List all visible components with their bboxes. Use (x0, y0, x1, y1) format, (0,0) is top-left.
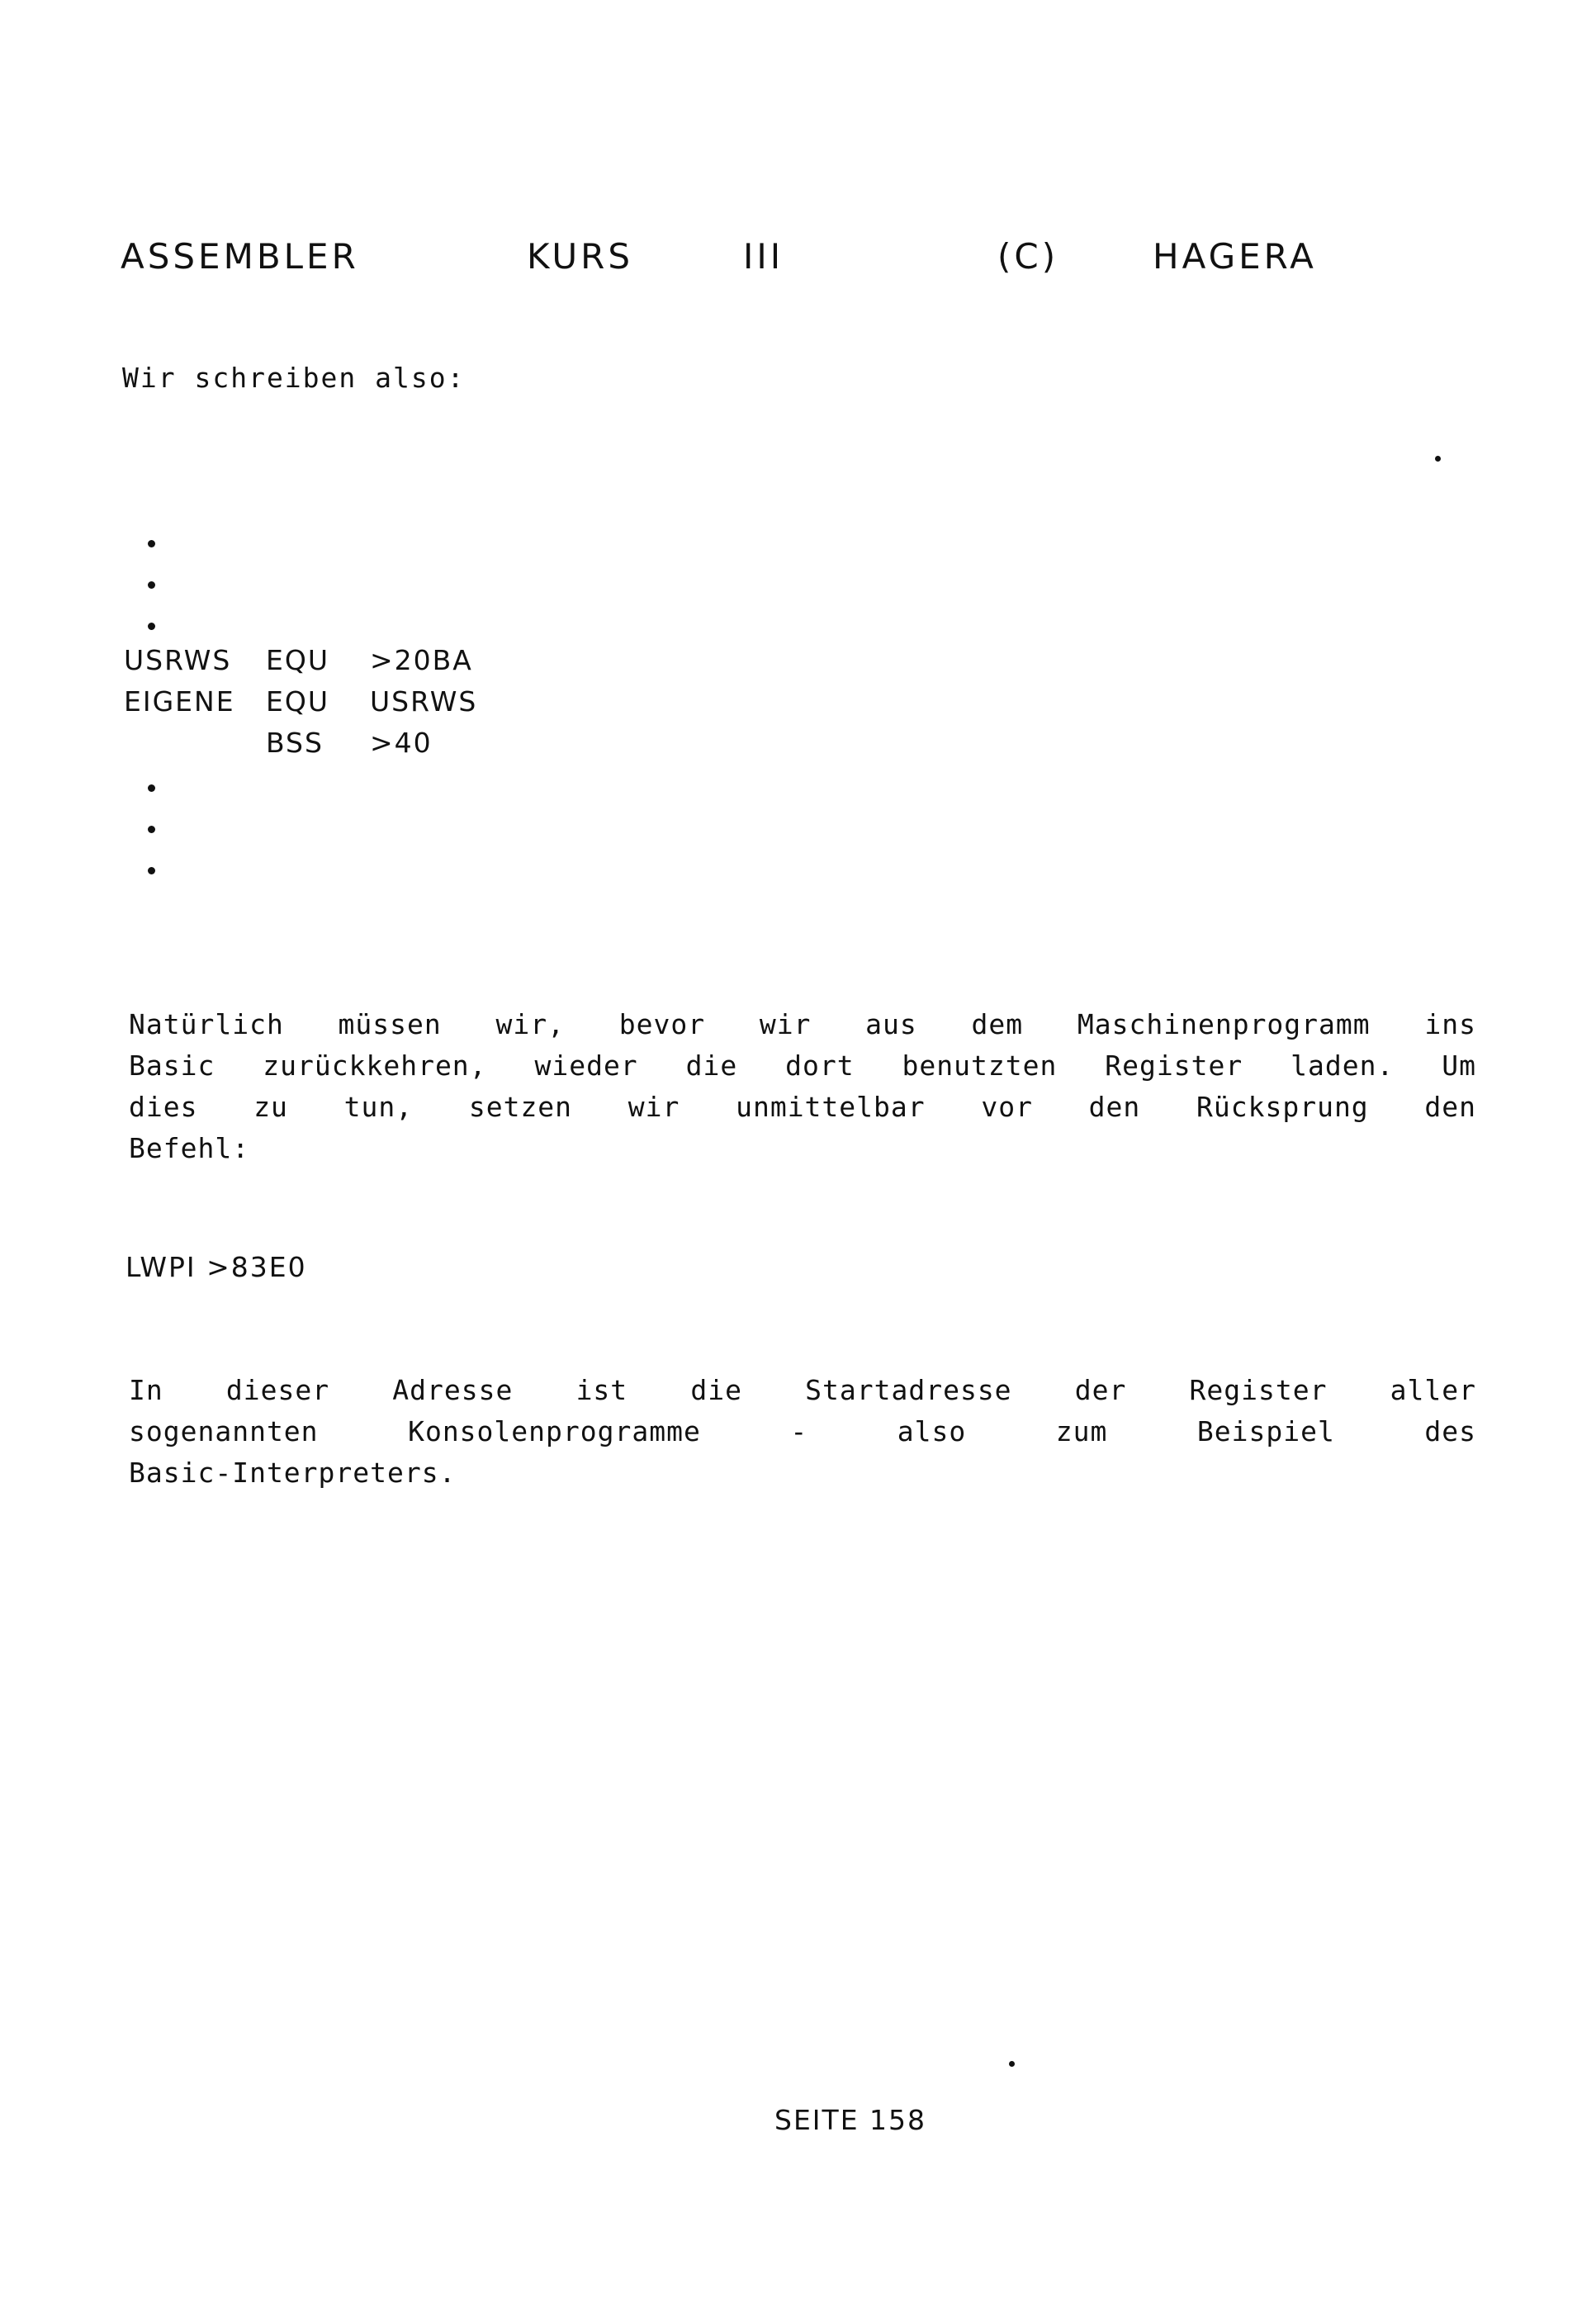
paragraph-address (129, 1370, 1476, 1494)
ellipsis-dot (148, 784, 155, 792)
speck-mark (1435, 456, 1441, 462)
code-arg: >40 (370, 727, 433, 759)
page-number: SEITE 158 (774, 2104, 927, 2136)
ellipsis-dot (148, 581, 155, 589)
code-op: BSS (266, 727, 324, 759)
ellipsis-dot (148, 867, 155, 874)
paragraph-line: dies zu tun, setzen wir unmittelbar vor den Rücksprung den (129, 1091, 1476, 1123)
header-kurs: KURS (527, 236, 633, 277)
page-header (121, 236, 1317, 277)
speck-mark (1009, 2061, 1015, 2067)
paragraph-return (129, 1004, 1476, 1169)
ellipsis-dot (148, 623, 155, 630)
paragraph-line: Basic zurückkehren, wieder die dort benutzten Register laden. Um (129, 1049, 1476, 1082)
code-op: EQU (266, 644, 329, 676)
ellipsis-dot (148, 826, 155, 833)
instruction-line: LWPI >83E0 (126, 1251, 307, 1283)
code-arg: >20BA (370, 644, 473, 676)
code-label: USRWS (124, 644, 232, 676)
header-volume: III (743, 236, 784, 277)
code-label: EIGENE (124, 685, 235, 718)
header-copyright: (C) (997, 236, 1059, 277)
header-title: ASSEMBLER (121, 236, 359, 277)
code-arg: USRWS (370, 685, 478, 718)
paragraph-line: In dieser Adresse ist die Startadresse der Register aller (129, 1374, 1476, 1406)
code-op: EQU (266, 685, 329, 718)
header-author: HAGERA (1153, 236, 1317, 277)
paragraph-line: Befehl: (129, 1132, 250, 1164)
paragraph-line: sogenannten Konsolenprogramme - also zum Beispiel des (129, 1415, 1476, 1447)
ellipsis-dot (148, 540, 155, 547)
code-line (124, 727, 433, 888)
paragraph-line: Natürlich müssen wir, bevor wir aus dem Maschinenprogramm ins (129, 1008, 1476, 1040)
paragraph-line: Basic-Interpreters. (129, 1457, 457, 1489)
intro-text: Wir schreiben also: (122, 362, 466, 394)
